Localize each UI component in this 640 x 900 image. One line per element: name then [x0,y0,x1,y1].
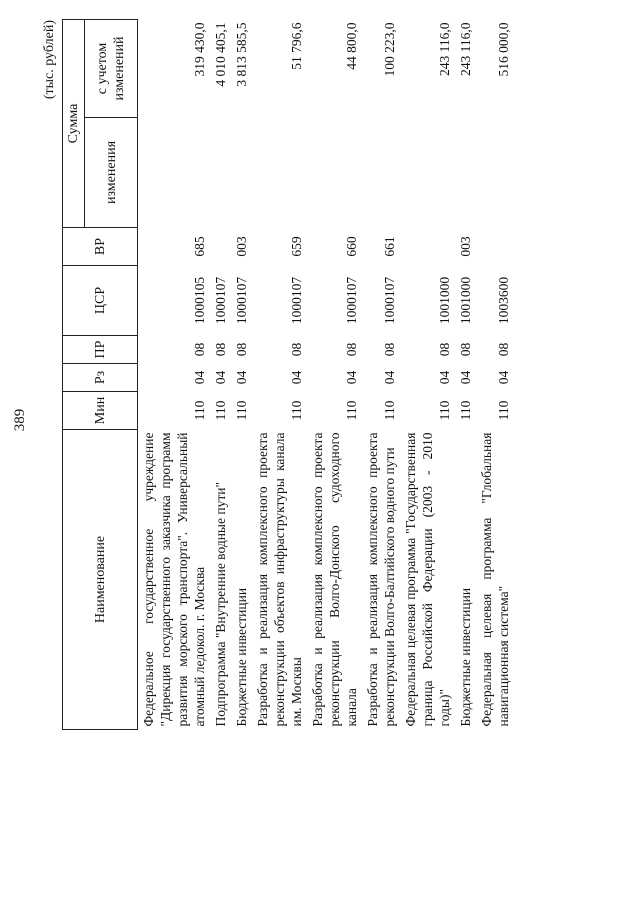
row-pr: 08 [382,342,397,357]
row-name: Разработка и реализация комплексного проекта реконструкции объектов инфраструктуры канала им. Москвы [255,432,304,727]
row-vr [210,228,231,266]
row-changes [138,118,211,228]
unit-note: (тыс. рублей) [42,20,57,100]
page-number: 389 [12,408,28,432]
row-with-changes: 243 116,0 [437,22,452,76]
row-changes [455,118,476,228]
row-vr: 003 [458,236,473,257]
row-min: 110 [496,400,511,421]
row-vr: 659 [289,236,304,257]
row-rz: 04 [192,370,207,385]
row-min: 110 [234,400,249,421]
header-changes: изменения [85,118,138,228]
row-pr: 08 [289,342,304,357]
row-name: Федеральная целевая программа "Глобальная навигационная система" [479,432,511,727]
table-row [252,20,307,730]
row-changes [362,118,400,228]
row-vr: 003 [234,236,249,257]
row-pr: 08 [437,342,452,357]
row-with-changes: 516 000,0 [496,22,511,77]
row-name: Бюджетные инвестиции [234,587,249,727]
header-rz: Рз [63,364,138,392]
row-min: 110 [382,400,397,421]
row-with-changes: 4 010 405,1 [213,22,228,87]
row-rz: 04 [289,370,304,385]
row-name: Разработка и реализация комплексного проекта реконструкции Волго-Балтийского водного пути [365,432,397,727]
row-rz: 04 [458,370,473,385]
row-vr [476,228,514,266]
row-csr: 1003600 [496,276,511,325]
row-name: Разработка и реализация комплексного проекта реконструкции Волго-Донского судоходного канала [310,432,359,727]
row-changes [252,118,307,228]
row-vr [400,228,455,266]
row-changes [231,118,252,228]
row-pr: 08 [458,342,473,357]
row-csr: 1000107 [234,276,249,325]
row-with-changes: 319 430,0 [192,22,207,77]
header-vr: ВР [63,228,138,266]
row-csr: 1000107 [382,276,397,325]
table-row [210,20,231,730]
table-row [455,20,476,730]
header-csr: ЦСР [63,266,138,336]
table-row [476,20,514,730]
row-vr: 660 [344,236,359,257]
row-min: 110 [437,400,452,421]
row-pr: 08 [192,342,207,357]
header-min: Мин [63,392,138,430]
row-name: Федеральное государственное учреждение "Дирекция государственного заказчика программ развития морского транспорта". Универсальный атомный ледокол. г. Москва [141,432,207,727]
table-row [138,20,211,730]
row-rz: 04 [382,370,397,385]
budget-table [62,19,514,730]
row-csr: 1000105 [192,276,207,325]
header-sum: Сумма [63,20,85,228]
row-with-changes: 243 116,0 [458,22,473,76]
table-body [138,20,515,730]
row-changes [210,118,231,228]
row-with-changes: 44 800,0 [344,22,359,70]
table-row [362,20,400,730]
header-name: Наименование [63,430,138,730]
row-pr: 08 [213,342,228,357]
row-with-changes: 51 796,6 [289,22,304,70]
row-csr: 1001000 [458,276,473,325]
row-rz: 04 [234,370,249,385]
row-name: Подпрограмма "Внутренние водные пути" [213,482,228,727]
header-with-changes: с учетом изменений [85,20,138,118]
row-rz: 04 [437,370,452,385]
table-row [231,20,252,730]
row-changes [307,118,362,228]
row-rz: 04 [496,370,511,385]
row-name: Бюджетные инвестиции [458,587,473,727]
row-csr: 1000107 [344,276,359,325]
row-min: 110 [213,400,228,421]
row-rz: 04 [344,370,359,385]
row-pr: 08 [234,342,249,357]
row-changes [400,118,455,228]
row-rz: 04 [213,370,228,385]
row-csr: 1001000 [437,276,452,325]
row-vr: 685 [192,236,207,257]
row-vr: 661 [382,236,397,257]
row-min: 110 [192,400,207,421]
row-with-changes: 3 813 585,5 [234,22,249,87]
table-row [400,20,455,730]
row-with-changes: 100 223,0 [382,22,397,77]
row-min: 110 [458,400,473,421]
row-pr: 08 [496,342,511,357]
row-min: 110 [344,400,359,421]
row-name: Федеральная целевая программа "Государственная граница Российской Федерации (2003 - 2010 годы)" [403,432,452,727]
row-pr: 08 [344,342,359,357]
row-min: 110 [289,400,304,421]
header-pr: ПР [63,336,138,364]
row-csr: 1000107 [289,276,304,325]
table-row [307,20,362,730]
row-changes [476,118,514,228]
row-csr: 1000107 [213,276,228,325]
